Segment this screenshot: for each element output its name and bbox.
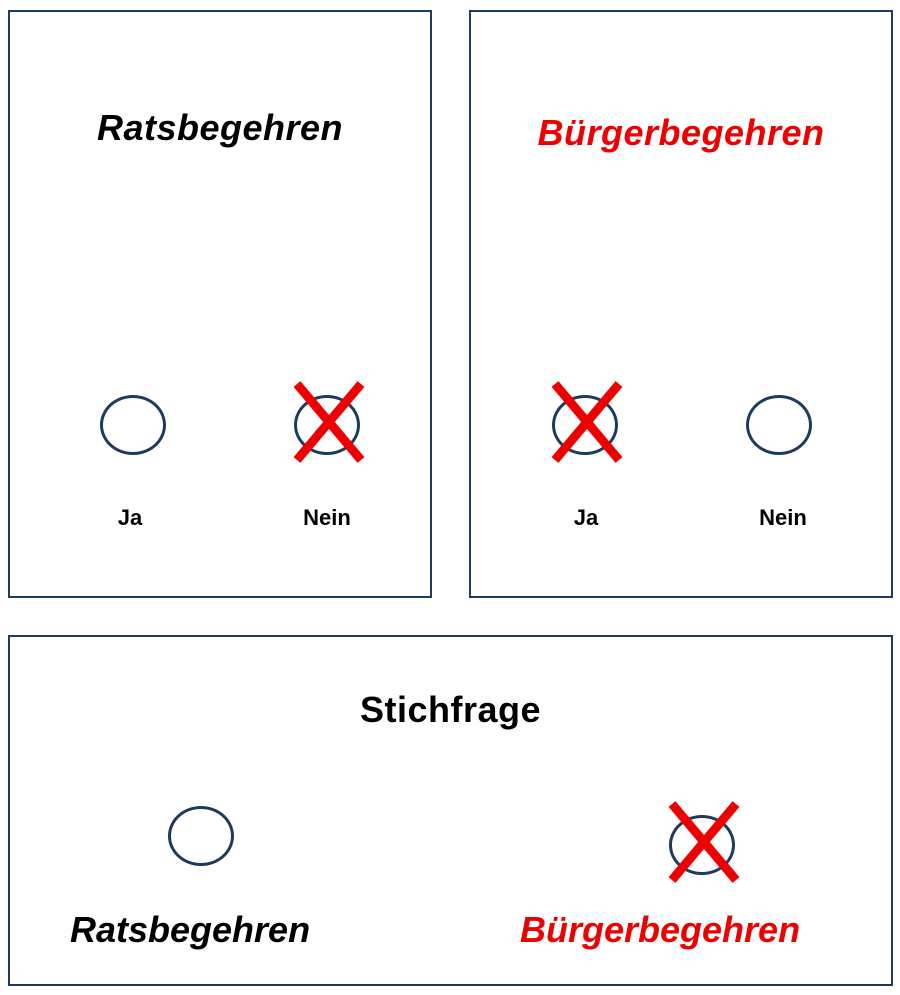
- ratsbegehren-title: Ratsbegehren: [96, 107, 344, 148]
- ratsbegehren-ja-label: Ja: [117, 505, 143, 530]
- stichfrage-ratsbegehren-label: Ratsbegehren: [70, 909, 311, 950]
- ratsbegehren-nein-label: Nein: [303, 505, 351, 530]
- cross-mark-icon: [289, 378, 369, 468]
- stichfrage-ballot: [8, 635, 893, 986]
- empty-circle-icon: [100, 395, 166, 455]
- ratsbegehren-ja-option[interactable]: [99, 392, 171, 462]
- empty-circle-icon: [746, 395, 812, 455]
- empty-circle-icon: [168, 806, 234, 866]
- buergerbegehren-ja-option[interactable]: [551, 392, 623, 462]
- buergerbegehren-nein-label: Nein: [759, 505, 807, 530]
- stichfrage-title: Stichfrage: [359, 689, 542, 730]
- ratsbegehren-nein-option[interactable]: [293, 392, 365, 462]
- buergerbegehren-nein-option[interactable]: [745, 392, 817, 462]
- stichfrage-ratsbegehren-option[interactable]: [167, 803, 239, 873]
- buergerbegehren-ja-label: Ja: [573, 505, 599, 530]
- cross-mark-icon: [547, 378, 627, 468]
- cross-mark-icon: [664, 798, 744, 888]
- stichfrage-buergerbegehren-option[interactable]: [668, 812, 740, 882]
- stichfrage-buergerbegehren-label: Bürgerbegehren: [520, 909, 801, 950]
- ratsbegehren-ballot: [8, 10, 432, 598]
- buergerbegehren-title: Bürgerbegehren: [537, 112, 825, 153]
- buergerbegehren-ballot: [469, 10, 893, 598]
